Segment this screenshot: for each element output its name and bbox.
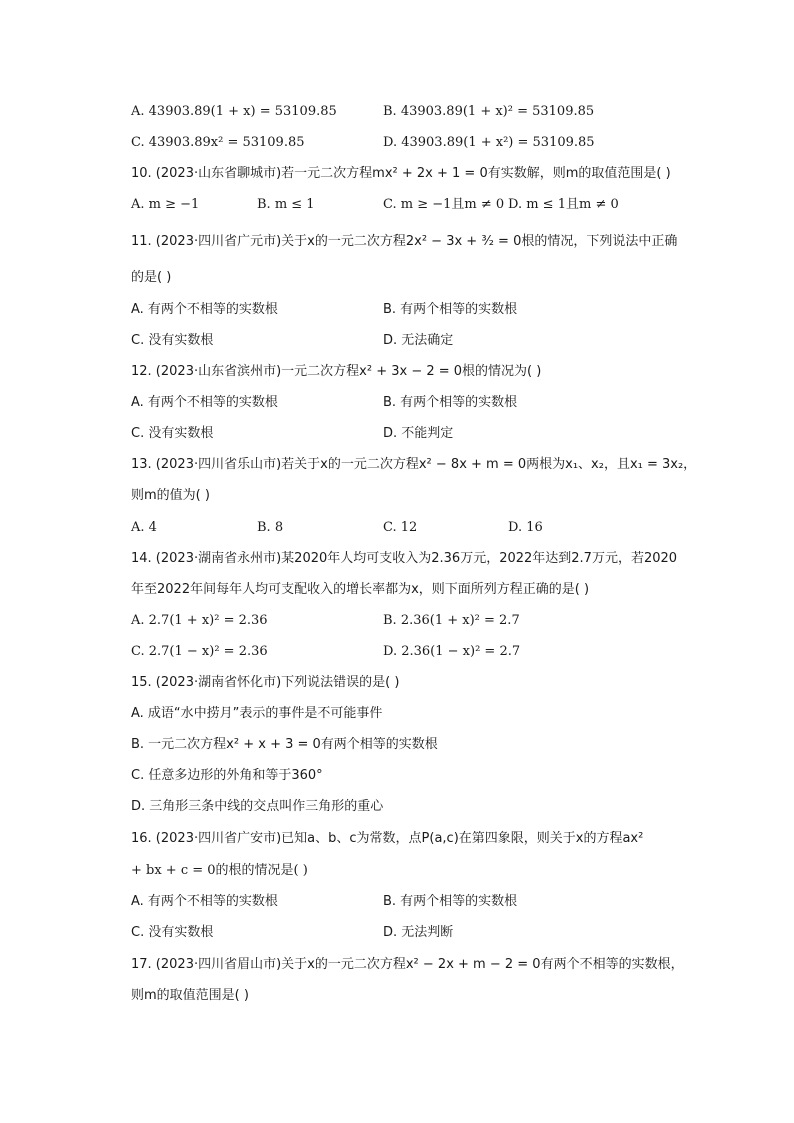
q12-option-c: C. 没有实数根 [131,426,214,441]
q11-stem-cont: 的是( ) [131,270,172,285]
q11-option-c: C. 没有实数根 [131,333,214,348]
q12-option-d: D. 不能判定 [383,426,454,441]
q11-option-a: A. 有两个不相等的实数根 [131,302,278,317]
q16-option-a: A. 有两个不相等的实数根 [131,894,278,909]
q14-option-b: B. 2.36(1 + x)² = 2.7 [383,613,520,628]
q13-option-d: D. 16 [508,520,543,535]
q14-option-d: D. 2.36(1 − x)² = 2.7 [383,644,521,659]
q16-option-d: D. 无法判断 [383,925,454,940]
q17-stem: 17. (2023·四川省眉山市)关于x的一元二次方程x² − 2x + m − 2 = 0有两个不相等的实数根， [131,957,684,972]
q10-option-d: D. m ≤ 1且m ≠ 0 [508,197,619,212]
q15-option-c: C. 任意多边形的外角和等于360° [131,768,323,783]
q11-option-b: B. 有两个相等的实数根 [383,302,518,317]
q10-stem: 10. (2023·山东省聊城市)若一元二次方程mx² + 2x + 1 = 0有实数解，则m的取值范围是( ) [131,166,671,181]
q16-option-b: B. 有两个相等的实数根 [383,894,518,909]
q10-option-c: C. m ≥ −1且m ≠ 0 [383,197,505,212]
q14-option-a: A. 2.7(1 + x)² = 2.36 [131,613,268,628]
q11-stem: 11. (2023·四川省广元市)关于x的一元二次方程2x² − 3x + ³⁄₂ = 0根的情况，下列说法中正确 [131,234,678,249]
q9-option-b: B. 43903.89(1 + x)² = 53109.85 [383,104,595,119]
q10-option-a: A. m ≥ −1 [131,197,200,212]
q13-stem: 13. (2023·四川省乐山市)若关于x的一元二次方程x² − 8x + m = 0两根为x₁、x₂，且x₁ = 3x₂， [131,457,697,472]
q9-option-c: C. 43903.89x² = 53109.85 [131,135,305,150]
q14-stem: 14. (2023·湖南省永州市)某2020年人均可支收入为2.36万元，2022年达到2.7万元，若2020 [131,551,678,566]
q9-option-a: A. 43903.89(1 + x) = 53109.85 [131,104,337,119]
q15-option-a: A. 成语“水中捞月”表示的事件是不可能事件 [131,706,383,721]
q12-stem: 12. (2023·山东省滨州市)一元二次方程x² + 3x − 2 = 0根的情况为( ) [131,364,542,379]
q11-option-d: D. 无法确定 [383,333,454,348]
q10-option-b: B. m ≤ 1 [257,197,315,212]
q13-stem-cont: 则m的值为( ) [131,488,210,503]
q12-option-a: A. 有两个不相等的实数根 [131,395,278,410]
q15-option-b: B. 一元二次方程x² + x + 3 = 0有两个相等的实数根 [131,737,438,752]
q13-option-b: B. 8 [257,520,284,535]
q12-option-b: B. 有两个相等的实数根 [383,395,518,410]
q16-stem-cont: + bx + c = 0的根的情况是( ) [131,863,308,878]
q15-stem: 15. (2023·湖南省怀化市)下列说法错误的是( ) [131,675,400,690]
q16-option-c: C. 没有实数根 [131,925,214,940]
q14-stem-cont: 年至2022年间每年人均可支配收入的增长率都为x，则下面所列方程正确的是( ) [131,582,590,597]
q13-option-c: C. 12 [383,520,418,535]
q13-option-a: A. 4 [131,520,157,535]
q16-stem: 16. (2023·四川省广安市)已知a、b、c为常数，点P(a,c)在第四象限，则关于x的方程ax² [131,831,644,846]
q9-option-d: D. 43903.89(1 + x²) = 53109.85 [383,135,595,150]
q15-option-d: D. 三角形三条中线的交点叫作三角形的重心 [131,799,384,814]
q17-stem-cont: 则m的取值范围是( ) [131,988,249,1003]
q14-option-c: C. 2.7(1 − x)² = 2.36 [131,644,268,659]
